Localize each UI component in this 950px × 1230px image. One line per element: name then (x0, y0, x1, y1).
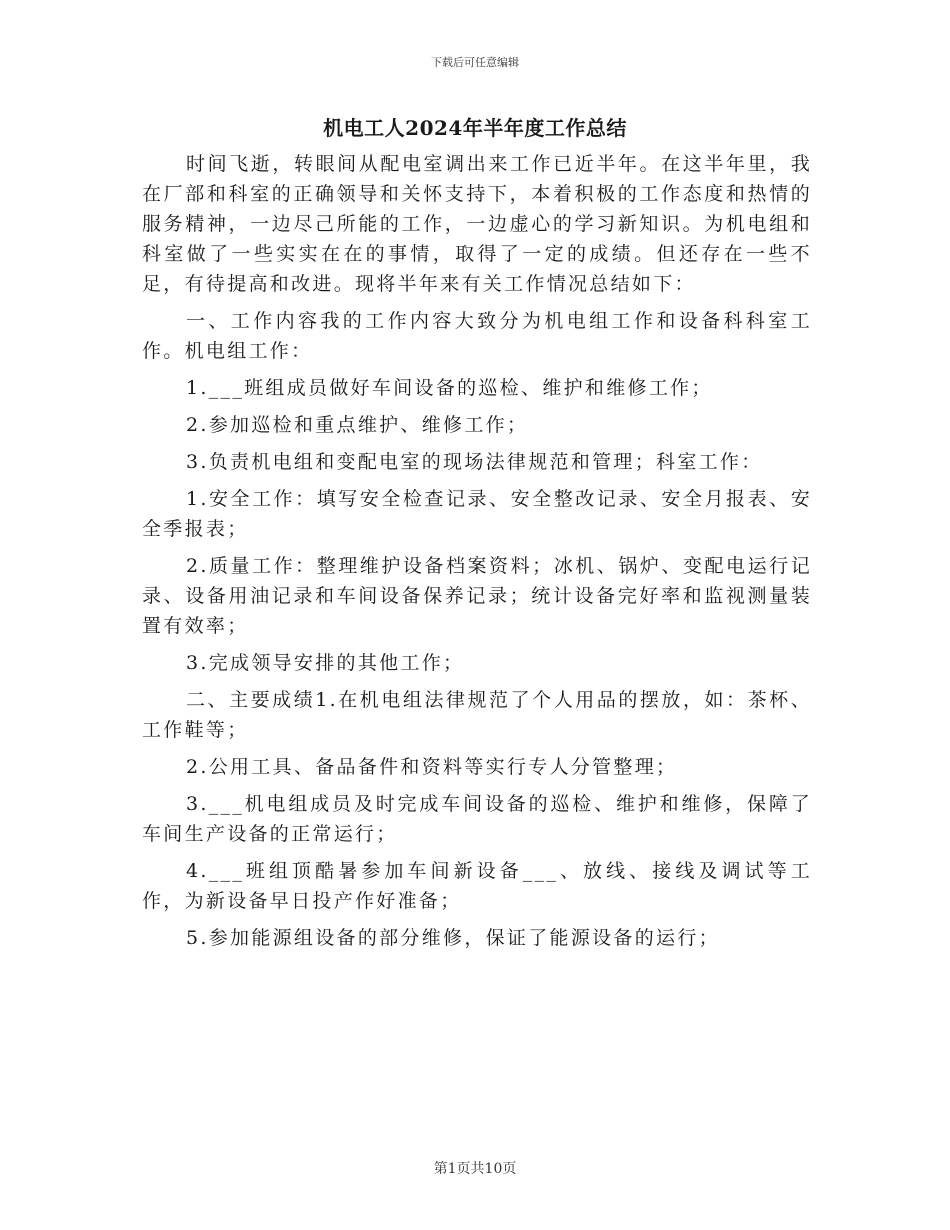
download-note: 下载后可任意编辑 (431, 56, 519, 69)
paragraph: 1.___班组成员做好车间设备的巡检、维护和维修工作； (186, 377, 713, 399)
paragraph: 2.公用工具、备品备件和资料等实行专人分管整理； (186, 756, 678, 778)
paragraph: 2.质量工作：整理维护设备档案资料；冰机、锅炉、变配电运行记录、设备用油记录和车间设备保养记录；统计设备完好率和监视测量装置有效率； (142, 555, 812, 637)
document-body (142, 149, 812, 960)
page-number: 第1页共10页 (433, 1161, 517, 1177)
paragraph: 5.参加能源组设备的部分维修，保证了能源设备的运行； (186, 927, 720, 949)
paragraph: 1.安全工作：填写安全检查记录、安全整改记录、安全月报表、安全季报表； (142, 488, 812, 540)
document-title: 机电工人2024年半年度工作总结 (323, 116, 627, 140)
paragraph: 4.___班组顶酷暑参加车间新设备___、放线、接线及调试等工作，为新设备早日投产作好准备； (142, 860, 812, 912)
paragraph: 2.参加巡检和重点维护、维修工作； (186, 414, 529, 436)
paragraph: 二、主要成绩1.在机电组法律规范了个人用品的摆放，如：茶杯、工作鞋等； (142, 689, 812, 741)
paragraph: 3.负责机电组和变配电室的现场法律规范和管理；科室工作： (186, 451, 763, 473)
paragraph: 时间飞逝，转眼间从配电室调出来工作已近半年。在这半年里，我在厂部和科室的正确领导和关怀支持下，本着积极的工作态度和热情的服务精神，一边尽己所能的工作，一边虚心的学习新知识。为机电组和科室做了一些实实在在的事情，取得了一定的成绩。但还存在一些不足，有待提高和改进。现将半年来有关工作情况总结如下： (142, 153, 812, 295)
paragraph: 3.___机电组成员及时完成车间设备的巡检、维护和维修，保障了车间生产设备的正常运行； (142, 793, 812, 845)
paragraph: 一、工作内容我的工作内容大致分为机电组工作和设备科科室工作。机电组工作： (142, 310, 812, 362)
paragraph: 3.完成领导安排的其他工作； (186, 652, 465, 674)
